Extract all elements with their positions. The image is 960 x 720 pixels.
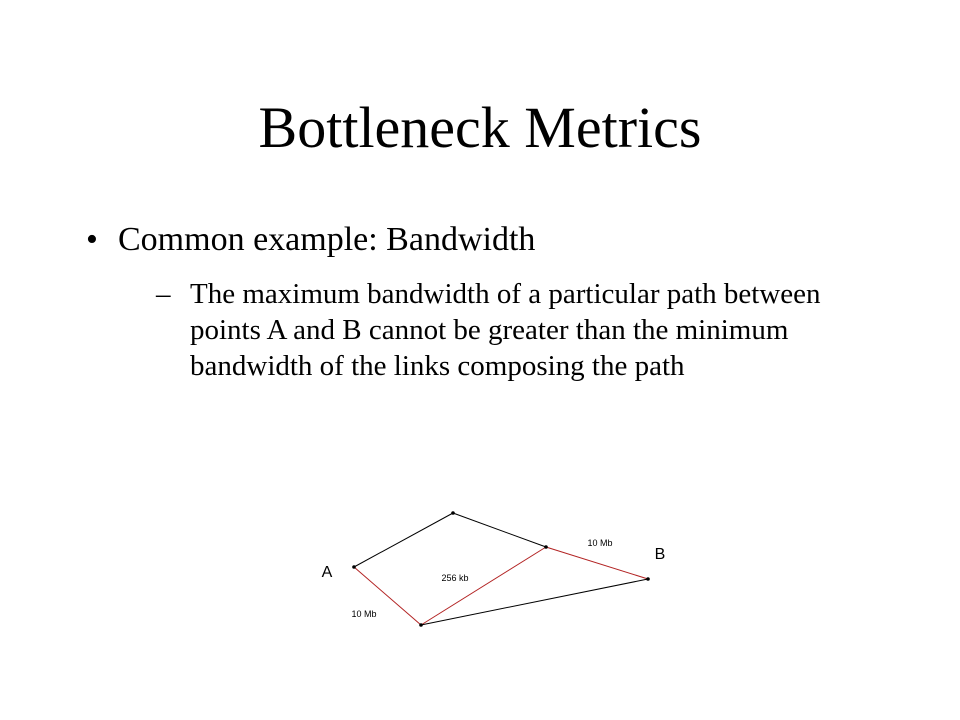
bullet-list: [86, 218, 906, 384]
link-bottom-B: [421, 579, 648, 625]
link-mid-B: [546, 547, 648, 579]
node-top: [451, 511, 455, 515]
link-top-mid: [453, 513, 546, 547]
network-node-labels: [322, 546, 666, 581]
network-nodes: [352, 511, 650, 627]
slide-title: Bottleneck Metrics: [258, 95, 702, 160]
sub-bullet-item: [156, 276, 880, 384]
link-bottom-mid: [421, 547, 546, 625]
network-diagram: [300, 495, 680, 645]
link-label-A-bottom: 10 Mb: [351, 609, 377, 619]
bullet-marker: •: [86, 221, 98, 258]
bullet-item: [86, 218, 906, 262]
node-bottom: [419, 623, 423, 627]
sub-bullet-text: The maximum bandwidth of a particular path between points A and B cannot be greater than the minimum bandwidth of the links composing the path: [190, 278, 821, 382]
link-A-top: [354, 513, 453, 567]
network-links: [354, 513, 648, 625]
link-label-bottom-mid: 256 kb: [441, 573, 469, 583]
bullet-text: Common example: Bandwidth: [118, 221, 536, 258]
network-link-labels: [351, 538, 612, 619]
node-label-B: B: [654, 546, 666, 563]
link-label-mid-B: 10 Mb: [587, 538, 613, 548]
node-B: [646, 577, 650, 581]
node-A: [352, 565, 356, 569]
sub-bullet-marker: –: [156, 278, 171, 310]
node-label-A: A: [321, 564, 333, 581]
node-mid: [544, 545, 548, 549]
